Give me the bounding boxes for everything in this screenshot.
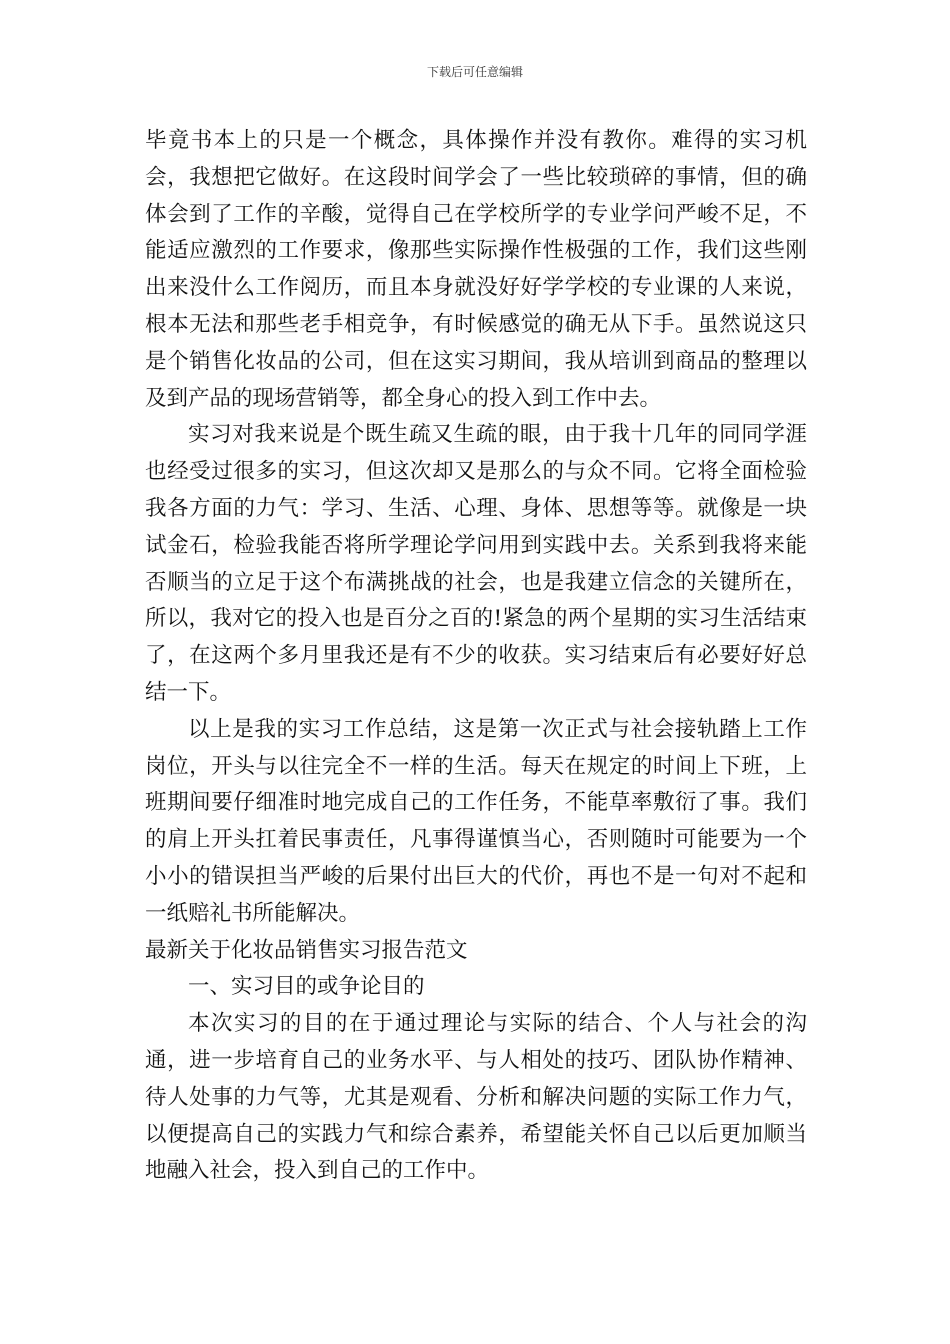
paragraph-internship-reflection: 实习对我来说是个既生疏又生疏的眼，由于我十几年的同同学涯也经受过很多的实习，但这次却又是那么的与众不同。它将全面检验我各方面的力气：学习、生活、心理、身体、思想等等。就像是一块试金石，检验我能否将所学理论学问用到实践中去。关系到我将来能否顺当的立足于这个布满挑战的社会，也是我建立信念的关键所在，所以，我对它的投入也是百分之百的!紧急的两个星期的实习生活结束了，在这两个多月里我还是有不少的收获。实习结束后有必要好好总结一下。	[145, 422, 807, 705]
paragraph-internship-summary: 以上是我的实习工作总结，这是第一次正式与社会接轨踏上工作岗位，开头与以往完全不一样的生活。每天在规定的时间上下班，上班期间要仔细准时地完成自己的工作任务，不能草率敷衍了事。我们的肩上开头扛着民事责任，凡事得谨慎当心，否则随时可能要为一个小小的错误担当严峻的后果付出巨大的代价，再也不是一句对不起和一纸赔礼书所能解决。	[145, 716, 807, 926]
page-header-note: 下载后可任意编辑	[426, 65, 523, 79]
document-title: 最新关于化妆品销售实习报告范文	[145, 937, 468, 963]
section-heading: 一、实习目的或争论目的	[188, 974, 425, 1000]
document-body	[145, 123, 807, 1190]
paragraph-continuation: 毕竟书本上的只是一个概念，具体操作并没有教你。难得的实习机会，我想把它做好。在这段时间学会了一些比较琐碎的事情，但的确体会到了工作的辛酸，觉得自己在学校所学的专业学问严峻不足，不能适应激烈的工作要求，像那些实际操作性极强的工作，我们这些刚出来没什么工作阅历，而且本身就没好好学学校的专业课的人来说，根本无法和那些老手相竞争，有时候感觉的确无从下手。虽然说这只是个销售化妆品的公司，但在这实习期间，我从培训到商品的整理以及到产品的现场营销等，都全身心的投入到工作中去。	[145, 128, 807, 411]
paragraph-internship-purpose: 本次实习的目的在于通过理论与实际的结合、个人与社会的沟通，进一步培育自己的业务水平、与人相处的技巧、团队协作精神、待人处事的力气等，尤其是观看、分析和解决问题的实际工作力气，以便提高自己的实践力气和综合素养，希望能关怀自己以后更加顺当地融入社会，投入到自己的工作中。	[145, 1011, 807, 1184]
